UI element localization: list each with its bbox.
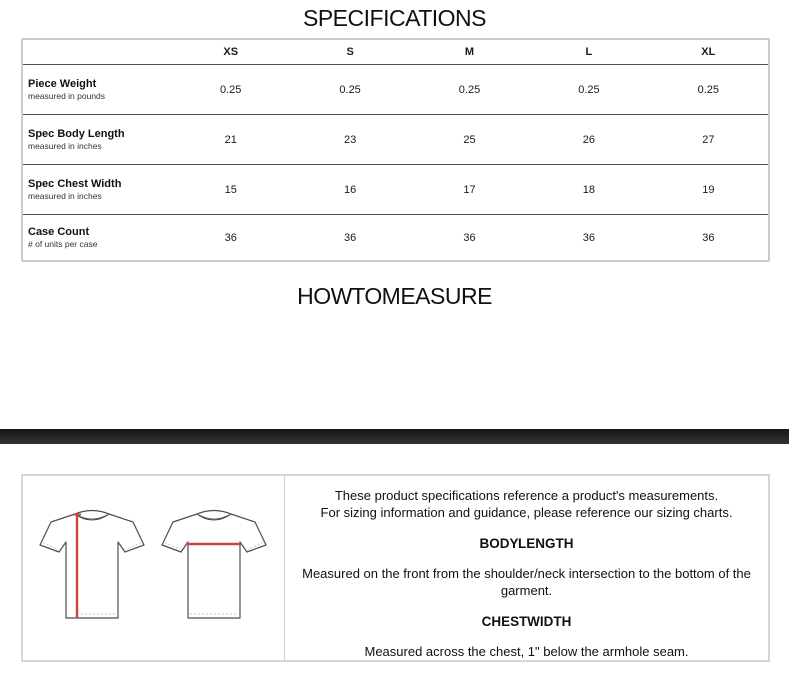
spec-table-header-row bbox=[23, 40, 768, 65]
specifications-title: SPECIFICATIONS bbox=[303, 5, 486, 31]
cell-value: 23 bbox=[343, 133, 357, 146]
column-header-s: S bbox=[346, 46, 354, 58]
cell-value: 25 bbox=[463, 133, 476, 146]
chest-width-description: Measured across the chest, 1" below the armhole seam. bbox=[364, 644, 689, 659]
row-label: Spec Chest Width bbox=[28, 177, 122, 190]
section-divider-bar bbox=[0, 429, 789, 444]
spec-row-chest-width bbox=[23, 165, 768, 215]
spec-row-case-count bbox=[23, 215, 768, 260]
cell-value: 36 bbox=[343, 231, 357, 244]
cell-value: 0.25 bbox=[697, 83, 720, 96]
row-label: Piece Weight bbox=[28, 77, 97, 90]
cell-value: 0.25 bbox=[458, 83, 481, 96]
cell-value: 0.25 bbox=[219, 83, 242, 96]
column-header-l: L bbox=[585, 46, 593, 58]
row-label: Spec Body Length bbox=[28, 127, 125, 140]
cell-value: 19 bbox=[702, 183, 715, 196]
tshirt-body-length-diagram bbox=[40, 511, 144, 619]
cell-value: 36 bbox=[224, 231, 237, 244]
cell-value: 36 bbox=[463, 231, 476, 244]
cell-value: 36 bbox=[582, 231, 596, 244]
spec-table bbox=[21, 38, 770, 262]
cell-value: 0.25 bbox=[339, 83, 361, 96]
cell-value: 0.25 bbox=[578, 83, 600, 96]
cell-value: 27 bbox=[702, 133, 715, 146]
row-sublabel: # of units per case bbox=[28, 239, 98, 249]
how-to-measure-title: HOW TO MEASURE bbox=[297, 283, 492, 309]
row-sublabel: measured in pounds bbox=[28, 91, 106, 101]
spec-row-body-length bbox=[23, 115, 768, 165]
body-length-description: Measured on the front from the shoulder/neck intersection to the bottom of the garment. bbox=[302, 566, 751, 598]
cell-value: 16 bbox=[343, 183, 357, 196]
row-sublabel: measured in inches bbox=[28, 191, 102, 201]
tshirt-chest-width-diagram bbox=[162, 511, 266, 619]
measure-instructions-panel bbox=[285, 476, 768, 660]
cell-value: 17 bbox=[463, 183, 476, 196]
tshirt-measurement-diagram bbox=[31, 495, 277, 641]
row-header bbox=[23, 226, 171, 249]
tshirt-diagram-panel bbox=[23, 476, 285, 660]
measure-intro-line1: These product specifications reference a product's measurements. bbox=[334, 488, 719, 503]
column-header-xs: XS bbox=[223, 46, 239, 58]
column-header-m: M bbox=[464, 46, 475, 58]
cell-value: 26 bbox=[582, 133, 596, 146]
row-header bbox=[23, 78, 171, 101]
column-header-xl: XL bbox=[701, 46, 716, 58]
body-length-heading: BODY LENGTH bbox=[479, 536, 574, 551]
cell-value: 15 bbox=[224, 183, 237, 196]
spec-row-piece-weight bbox=[23, 65, 768, 115]
measure-info-box bbox=[21, 474, 770, 662]
row-label: Case Count bbox=[28, 225, 90, 238]
cell-value: 36 bbox=[702, 231, 715, 244]
row-header bbox=[23, 128, 171, 151]
chest-width-heading: CHEST WIDTH bbox=[481, 614, 572, 629]
row-sublabel: measured in inches bbox=[28, 141, 102, 151]
measure-intro-line2: For sizing information and guidance, please reference our sizing charts. bbox=[320, 505, 733, 520]
cell-value: 21 bbox=[224, 133, 237, 146]
cell-value: 18 bbox=[582, 183, 596, 196]
row-header bbox=[23, 178, 171, 201]
